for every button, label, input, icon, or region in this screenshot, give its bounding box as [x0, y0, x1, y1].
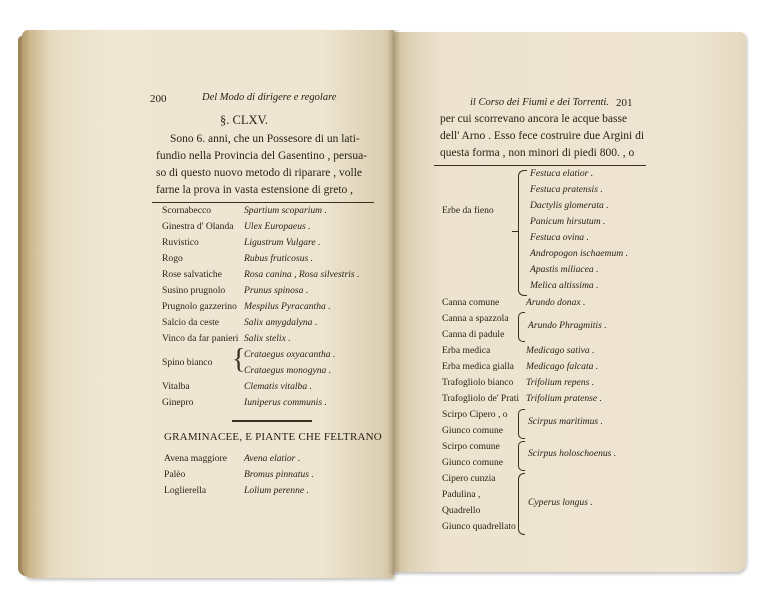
- plant-common-name: Padulina ,: [442, 489, 481, 500]
- erbe-da-fieno-label: Erbe da fieno: [442, 205, 494, 216]
- grass-scientific-name: Lolium perenne .: [244, 485, 309, 496]
- plant-common-name: Cipero cunzia: [442, 473, 496, 484]
- divider-rule: [434, 165, 646, 166]
- erbe-species: Andropogon ischaemum .: [530, 248, 628, 259]
- plant-scientific-name: Spartium scoparium .: [244, 205, 327, 216]
- plant-common-name: Scirpo comune: [442, 441, 500, 452]
- plant-common-name: Trafogliolo bianco: [442, 377, 514, 388]
- plant-scientific-name: Scirpus maritimus .: [528, 416, 603, 427]
- left-paragraph-line: so di questo nuovo metodo di riparare , volle: [156, 167, 363, 179]
- plant-common-name: Erba medica: [442, 345, 491, 356]
- short-divider: [232, 420, 312, 422]
- right-paragraph-line: questa forma , non minori di piedi 800. , o: [440, 147, 635, 159]
- left-page-number: 200: [150, 93, 167, 105]
- erbe-species: Festuca elatior .: [530, 168, 594, 179]
- right-paragraph-line: dell' Arno . Esso fece costruire due Argini di: [440, 130, 645, 142]
- plant-common-name: Rogo: [162, 253, 183, 264]
- left-paragraph-line: fundio nella Provincia del Gasentino , persua-: [156, 150, 368, 162]
- grass-common-name: Loglierella: [164, 485, 207, 496]
- left-running-head: Del Modo di dirigere e regolare: [202, 92, 337, 103]
- left-paragraph-line: farne la prova in vasta estensione di greto ,: [156, 184, 354, 196]
- plant-common-name: Spino bianco: [162, 357, 213, 368]
- erbe-species: Dactylis glomerata .: [530, 200, 609, 211]
- erbe-species: Apastis miliacea .: [530, 264, 599, 275]
- grass-common-name: Avena maggiore: [164, 453, 227, 464]
- plant-common-name: Ruvistico: [162, 237, 199, 248]
- plant-common-name: Vitalba: [162, 381, 190, 392]
- plant-scientific-name: Rubus fruticosus .: [244, 253, 314, 264]
- plant-scientific-name: Mespilus Pyracantha .: [244, 301, 331, 312]
- erbe-species: Panicum hirsutum .: [530, 216, 606, 227]
- plant-common-name: Salcio da ceste: [162, 317, 220, 328]
- left-page: [22, 30, 394, 578]
- plant-scientific-name: Clematis vitalba .: [244, 381, 312, 392]
- book-gutter: [388, 30, 400, 575]
- plant-common-name: Prugnolo gazzerino: [162, 301, 237, 312]
- graminacee-heading: GRAMINACEE, E PIANTE CHE FELTRANO: [164, 431, 382, 443]
- left-paragraph-line: Sono 6. anni, che un Possesore di un lati-: [170, 133, 360, 145]
- plant-common-name: Ginestra d' Olanda: [162, 221, 234, 232]
- plant-scientific-name: Trifolium repens .: [526, 377, 595, 388]
- divider-rule: [152, 202, 374, 203]
- plant-common-name: Giunco comune: [442, 425, 504, 436]
- right-page: [394, 32, 746, 572]
- plant-common-name: Rose salvatiche: [162, 269, 222, 280]
- plant-scientific-name: Crataegus monogyna .: [244, 365, 332, 376]
- brace: [518, 312, 525, 342]
- plant-common-name: Scornabecco: [162, 205, 212, 216]
- plant-scientific-name: Salix amygdalyna .: [244, 317, 318, 328]
- right-running-head: il Corso dei Fiumi e dei Torrenti.: [470, 97, 609, 108]
- plant-common-name: Vinco da far panieri: [162, 333, 239, 344]
- grass-scientific-name: Avena elatior .: [244, 453, 301, 464]
- plant-scientific-name: Arundo donax .: [526, 297, 586, 308]
- plant-scientific-name: Salix stelix .: [244, 333, 291, 344]
- plant-scientific-name: Prunus spinosa .: [244, 285, 309, 296]
- plant-scientific-name: Medicago sativa .: [526, 345, 595, 356]
- plant-common-name: Scirpo Cipero , o: [442, 409, 508, 420]
- right-page-number: 201: [616, 97, 633, 109]
- plant-common-name: Canna a spazzola: [442, 313, 509, 324]
- plant-scientific-name: Rosa canina , Rosa silvestris .: [244, 269, 360, 280]
- erbe-species: Festuca pratensis .: [530, 184, 603, 195]
- plant-common-name: Quadrello: [442, 505, 481, 516]
- plant-common-name: Erba medica gialla: [442, 361, 514, 372]
- brace-point: [512, 231, 518, 232]
- brace: [518, 170, 527, 296]
- plant-common-name: Giunco quadrellato: [442, 521, 516, 532]
- brace: [518, 409, 525, 439]
- plant-scientific-name: Trifolium pratense .: [526, 393, 602, 404]
- plant-scientific-name: Scirpus holoschoenus .: [528, 448, 617, 459]
- plant-scientific-name: Arundo Phragmitis .: [528, 320, 607, 331]
- erbe-species: Festuca ovina .: [530, 232, 589, 243]
- plant-scientific-name: Cyperus longus .: [528, 497, 593, 508]
- right-paragraph-line: per cui scorrevano ancora le acque basse: [440, 113, 628, 125]
- plant-scientific-name: Medicago falcata .: [526, 361, 599, 372]
- plant-common-name: Ginepro: [162, 397, 194, 408]
- brace: [518, 441, 525, 471]
- plant-scientific-name: Ulex Europaeus .: [244, 221, 311, 232]
- grass-common-name: Palèo: [164, 469, 186, 480]
- plant-scientific-name: Ligustrum Vulgare .: [244, 237, 321, 248]
- left-section-heading: §. CLXV.: [220, 113, 269, 127]
- erbe-species: Melica altissima .: [530, 280, 599, 291]
- plant-common-name: Canna comune: [442, 297, 500, 308]
- plant-common-name: Susino prugnolo: [162, 285, 226, 296]
- plant-scientific-name: Iuniperus communis .: [244, 397, 327, 408]
- plant-common-name: Giunco comune: [442, 457, 504, 468]
- grass-scientific-name: Bromus pinnatus .: [244, 469, 314, 480]
- plant-scientific-name: Crataegus oxyacantha .: [244, 349, 336, 360]
- brace: {: [232, 344, 246, 375]
- brace: [518, 473, 525, 535]
- plant-common-name: Canna di padule: [442, 329, 505, 340]
- plant-common-name: Trafogliolo de' Prati: [442, 393, 520, 404]
